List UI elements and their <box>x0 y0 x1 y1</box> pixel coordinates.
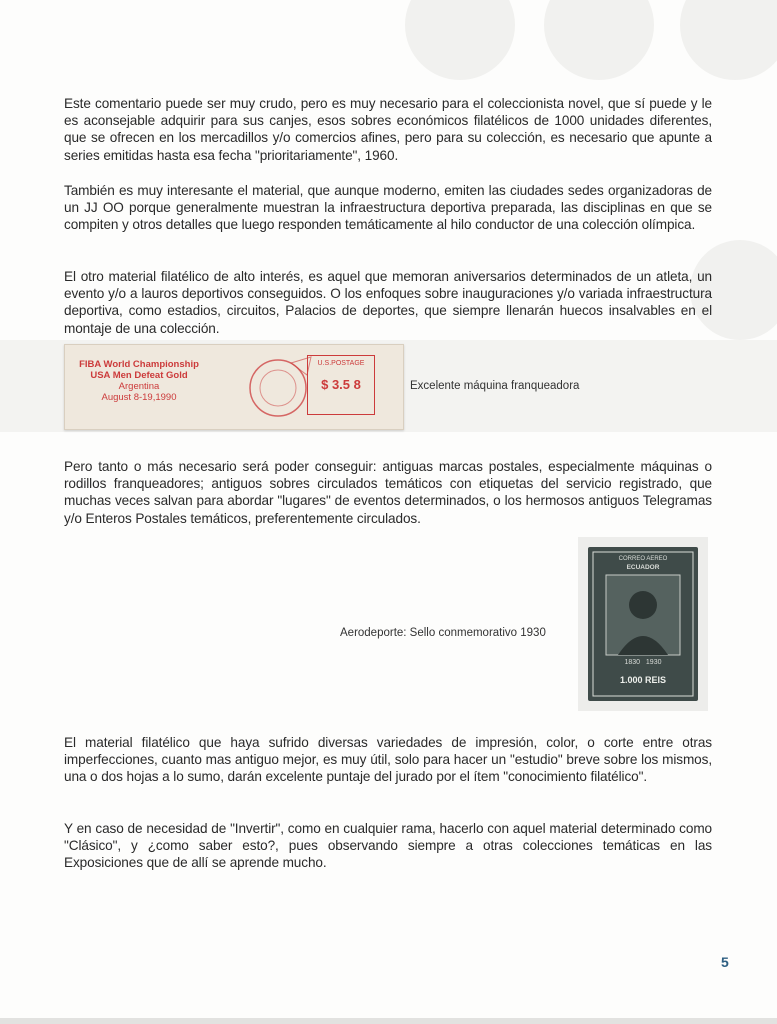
stamp-image-frame <box>578 537 708 711</box>
decorative-circle <box>680 0 777 80</box>
meter-line-4: August 8-19,1990 <box>101 392 177 403</box>
postage-label: U.S.POSTAGE <box>317 360 365 367</box>
stamp-image <box>588 547 698 701</box>
meter-line-1: FIBA World Championship <box>79 359 199 370</box>
meter-line-2: USA Men Defeat Gold <box>90 370 188 381</box>
paragraph-6: Y en caso de necesidad de "Invertir", como en cualquier rama, hacerlo con aquel material determinado como "Clásico", y ¿como saber esto?, pues observando siempre a otras colecciones temáticas en las Exposiciones que de allí se aprende mucho. <box>64 821 712 871</box>
stamp-value-row <box>588 675 698 685</box>
stamp-country: ECUADOR <box>626 564 660 571</box>
paragraph-4: Pero tanto o más necesario será poder conseguir: antiguas marcas postales, especialmente máquinas o rodillos franqueadores; antiguos sobres circulados temáticos con etiquetas del servicio registrado, que muchas veces salvan para abordar "lugares" de eventos determinados, o los hermosos antiguos Telegramas y/o Enteros Postales temáticos, preferentemente circulados. <box>64 459 712 526</box>
stamp-caption: Aerodeporte: Sello conmemorativo 1930 <box>340 627 546 639</box>
page-bottom-edge <box>0 1018 777 1024</box>
meter-cut-image <box>64 344 404 430</box>
meter-caption: Excelente máquina franqueadora <box>410 380 580 392</box>
paragraph-5: El material filatélico que haya sufrido diversas variedades de impresión, color, o corte entre otras imperfecciones, cuanto mas antiguo mejor, es muy útil, solo para hacer un "estudio" breve sobre los mismos, una o dos hojas a lo sumo, darán excelente puntaje del jurado por el ítem "conocimiento filatélico". <box>64 735 712 785</box>
stamp-top-label: CORREO AEREO <box>618 556 668 562</box>
meter-indicia <box>307 355 375 415</box>
stamp-years: 1830 1930 <box>624 659 662 666</box>
page-number: 5 <box>721 954 729 970</box>
paragraph-2: También es muy interesante el material, que aunque moderno, emiten las ciudades sedes organizadoras de un JJ OO porque generalmente muestran la infraestructura deportiva preparada, las disciplinas en que se compiten y otros detalles que luego responden temáticamente al hilo conductor de una colección olímpica. <box>64 183 712 233</box>
meter-value: $ 3.5 8 <box>321 377 361 392</box>
decorative-circle <box>544 0 654 80</box>
stamp-currency: REIS <box>645 675 667 685</box>
meter-line-3: Argentina <box>118 381 160 392</box>
meter-slogan <box>73 359 205 403</box>
decorative-circle <box>405 0 515 80</box>
stamp-value: 1.000 <box>619 675 643 685</box>
paragraph-1: Este comentario puede ser muy crudo, pero es muy necesario para el coleccionista novel, que sí puede y le es aconsejable adquirir para sus canjes, esos sobres económicos filatélicos de 1000 unidades diferentes, que se ofrecen en los mercadillos y/o comercios afines, pero para su colección, es necesario que apunte a series emitidas hasta esa fecha "prioritariamente", 1960. <box>64 96 712 163</box>
paragraph-3: El otro material filatélico de alto interés, es aquel que memoran aniversarios determinados de un atleta, un evento y/o a lauros deportivos conseguidos. O los enfoques sobre inauguraciones y/o variada infraestructura deportiva, como estadios, circuitos, Palacios de deportes, que siempre llenarán huecos insalvables en el montaje de una colección. <box>64 269 712 336</box>
